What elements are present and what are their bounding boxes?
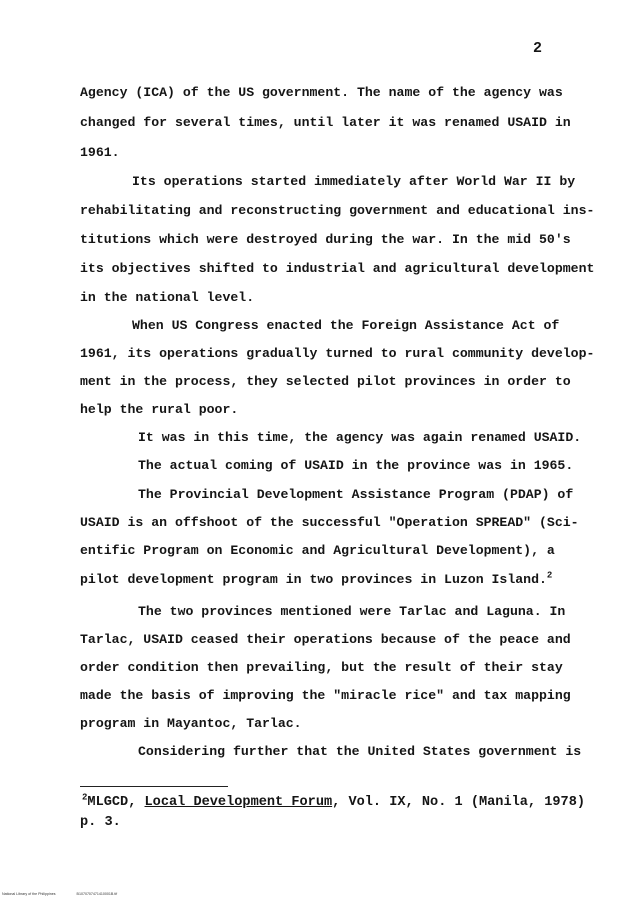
footnote-prefix: MLGCD, [87,795,145,810]
text-line-22: made the basis of improving the "miracle rice" and tax mapping [80,688,571,703]
text-line-5: rehabilitating and reconstructing government and educational ins- [80,203,595,218]
text-line-13: It was in this time, the agency was again renamed USAID. [138,430,582,445]
footer-code: B1070707471410001B.tif [76,892,118,896]
text-line-17: entific Program on Economic and Agricultural Development), a [80,543,555,558]
text-line-4: Its operations started immediately after World War II by [132,174,576,189]
text-line-15: The Provincial Development Assistance Program (PDAP) of [138,487,574,502]
footnote-rule [80,786,228,787]
text-line-6: titutions which were destroyed during the war. In the mid 50's [80,232,571,247]
text-line-18-text: pilot development program in two provinces in Luzon Island. [80,572,547,587]
text-line-7: its objectives shifted to industrial and agricultural development [80,261,595,276]
text-line-24: Considering further that the United States government is [138,744,582,759]
text-line-10: 1961, its operations gradually turned to rural community develop- [80,346,595,361]
text-line-12: help the rural poor. [80,402,239,417]
text-line-19: The two provinces mentioned were Tarlac and Laguna. In [138,604,566,619]
footnote [82,792,586,810]
footnote-marker: 2 [82,792,88,803]
text-line-21: order condition then prevailing, but the result of their stay [80,660,563,675]
footer-library: National Library of the Philippines [2,892,56,896]
page-number: 2 [533,40,543,57]
text-line-8: in the national level. [80,290,255,305]
text-line-23: program in Mayantoc, Tarlac. [80,716,302,731]
text-line-11: ment in the process, they selected pilot provinces in order to [80,374,571,389]
scan-footer [2,892,137,896]
text-line-9: When US Congress enacted the Foreign Assistance Act of [132,318,560,333]
text-line-18 [80,572,552,588]
footnote-page: p. 3. [80,815,121,830]
text-line-16: USAID is an offshoot of the successful "Operation SPREAD" (Sci- [80,515,579,530]
text-line-20: Tarlac, USAID ceased their operations because of the peace and [80,632,571,647]
text-line-2: changed for several times, until later it was renamed USAID in [80,115,571,130]
text-line-14: The actual coming of USAID in the province was in 1965. [138,458,574,473]
footnote-title: Local Development Forum [144,795,333,810]
footnote-ref: 2 [546,570,553,581]
footnote-suffix: , Vol. IX, No. 1 (Manila, 1978) [332,795,586,810]
text-line-1: Agency (ICA) of the US government. The name of the agency was [80,85,563,100]
text-line-3: 1961. [80,145,120,160]
